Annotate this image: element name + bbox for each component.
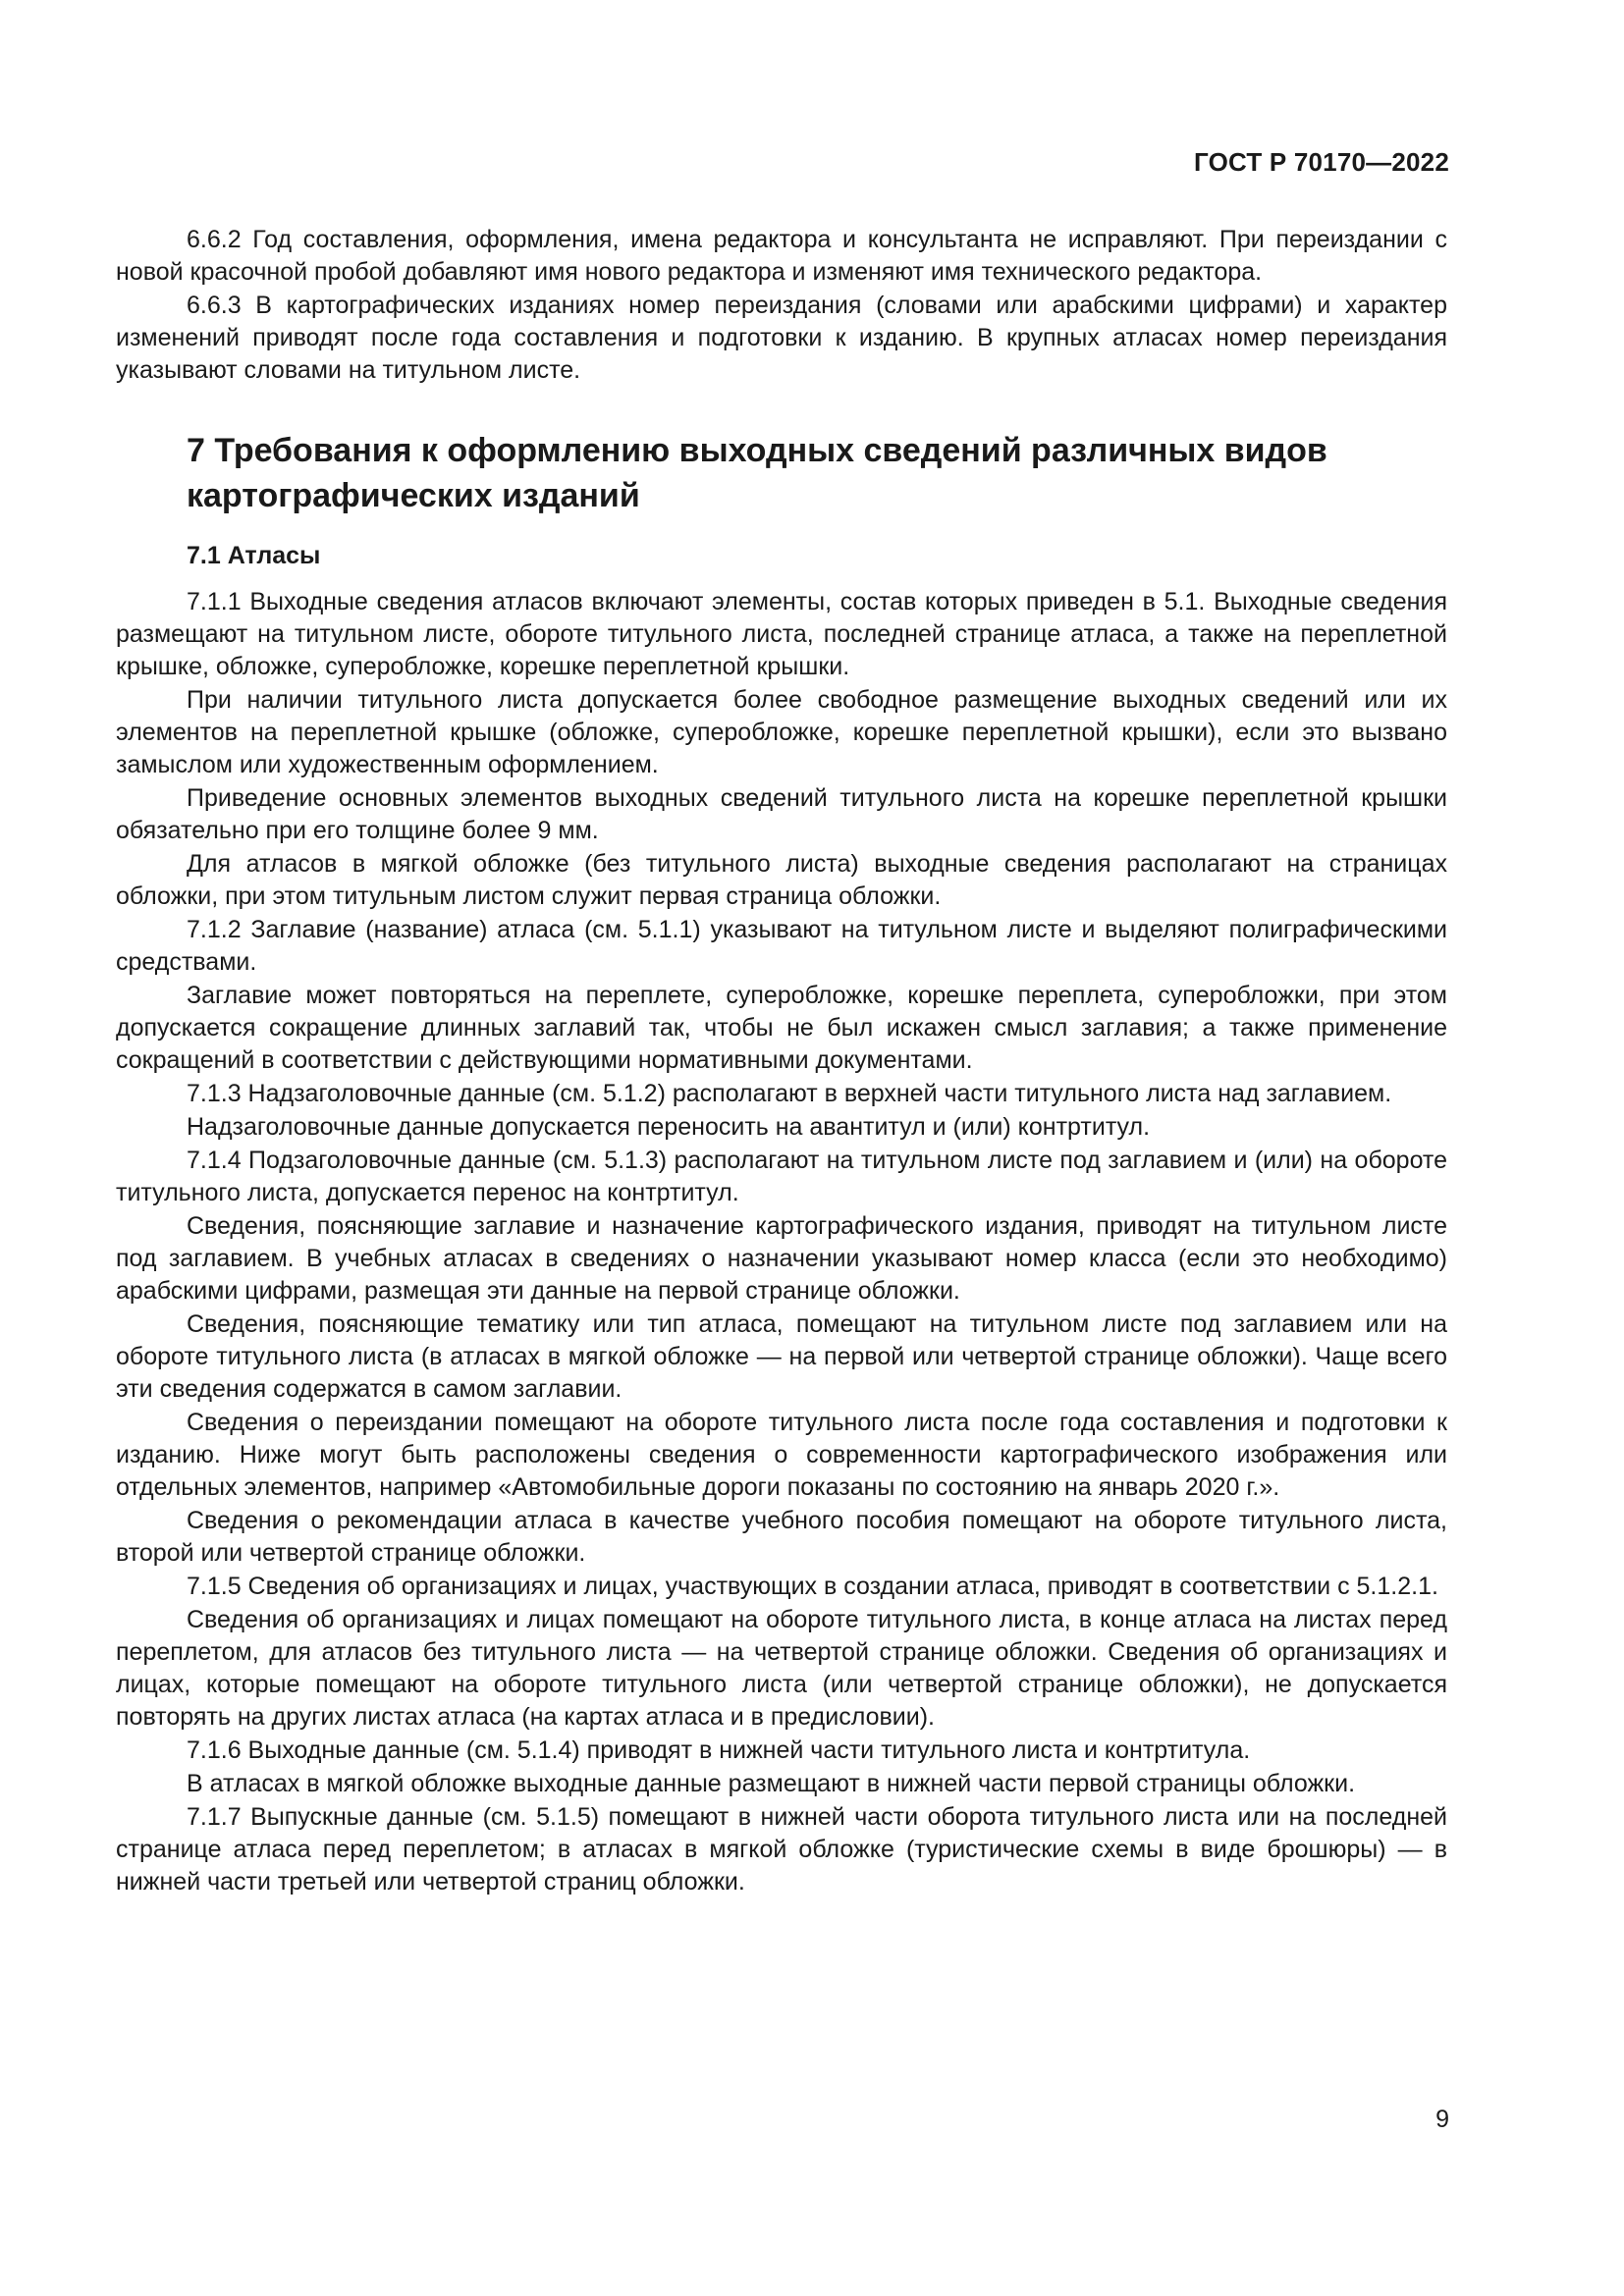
- paragraph-7-1-4-c: Сведения, поясняющие тематику или тип атласа, помещают на титульном листе под заглавием или на обороте титульного листа (в атласах в мягкой обложке — на первой или четвертой странице обложки). Чаще всего эти сведения содержатся в самом заглавии.: [116, 1310, 1447, 1403]
- paragraph-7-1-6: 7.1.6 Выходные данные (см. 5.1.4) приводят в нижней части титульного листа и контртитула.: [187, 1736, 1251, 1764]
- paragraph-7-1-3: 7.1.3 Надзаголовочные данные (см. 5.1.2) располагают в верхней части титульного листа над заглавием.: [187, 1080, 1392, 1107]
- paragraph-7-1-5-b: Сведения об организациях и лицах помещают на обороте титульного листа, в конце атласа на листах перед переплетом, для атласов без титульного листа — на четвертой странице обложки. Сведения об организациях и лицах, которые помещают на обороте титульного листа (или четвертой странице обложки), не допускается повторять на других листах атласа (на картах атласа и в предисловии).: [116, 1606, 1447, 1731]
- paragraph-7-1-2: 7.1.2 Заглавие (название) атласа (см. 5.1.1) указывают на титульном листе и выделяют полиграфическими средствами.: [116, 916, 1447, 976]
- subsection-7-1-heading: 7.1 Атласы: [187, 542, 321, 569]
- paragraph-7-1-4: 7.1.4 Подзаголовочные данные (см. 5.1.3) располагают на титульном листе под заглавием и (или) на обороте титульного листа, допускается перенос на контртитул.: [116, 1147, 1447, 1206]
- paragraph-7-1-1: 7.1.1 Выходные сведения атласов включают элементы, состав которых приведен в 5.1. Выходные сведения размещают на титульном листе, обороте титульного листа, последней странице атласа, а также на переплетной крышке, обложке, суперобложке, корешке переплетной крышки.: [116, 588, 1447, 680]
- page-number: 9: [1435, 2106, 1449, 2133]
- paragraph-7-1-5: 7.1.5 Сведения об организациях и лицах, участвующих в создании атласа, приводят в соответствии с 5.1.2.1.: [187, 1573, 1438, 1600]
- paragraph-7-1-4-e: Сведения о рекомендации атласа в качестве учебного пособия помещают на обороте титульного листа, второй или четвертой странице обложки.: [116, 1507, 1447, 1567]
- paragraph-7-1-4-d: Сведения о переиздании помещают на обороте титульного листа после года составления и подготовки к изданию. Ниже могут быть расположены сведения о современности картографического изображения или отдельных элементов, например «Автомобильные дороги показаны по состоянию на январь 2020 г.».: [116, 1409, 1447, 1501]
- paragraph-7-1-3-b: Надзаголовочные данные допускается переносить на авантитул и (или) контртитул.: [187, 1113, 1151, 1141]
- paragraph-7-1-6-b: В атласах в мягкой обложке выходные данные размещают в нижней части первой страницы обложки.: [187, 1770, 1356, 1797]
- paragraph-7-1-7: 7.1.7 Выпускные данные (см. 5.1.5) помещают в нижней части оборота титульного листа или на последней странице атласа перед переплетом; в атласах в мягкой обложке (туристические схемы в виде брошюры) — в нижней части третьей или четвертой страниц обложки.: [116, 1803, 1447, 1896]
- paragraph-7-1-1-b: При наличии титульного листа допускается более свободное размещение выходных сведений или их элементов на переплетной крышке (обложке, суперобложке, корешке переплетной крышки), если это вызвано замыслом или художественным оформлением.: [116, 686, 1447, 778]
- paragraph-6-6-3: 6.6.3 В картографических изданиях номер переиздания (словами или арабскими цифрами) и характер изменений приводят после года составления и подготовки к изданию. В крупных атласах номер переиздания указывают словами на титульном листе.: [116, 292, 1447, 384]
- paragraph-7-1-4-b: Сведения, поясняющие заглавие и назначение картографического издания, приводят на титульном листе под заглавием. В учебных атласах в сведениях о назначении указывают номер класса (если это необходимо) арабскими цифрами, размещая эти данные на первой странице обложки.: [116, 1212, 1447, 1305]
- paragraph-7-1-1-c: Приведение основных элементов выходных сведений титульного листа на корешке переплетной крышки обязательно при его толщине более 9 мм.: [116, 784, 1447, 844]
- document-body: [116, 224, 1447, 1899]
- document-code-header: ГОСТ Р 70170—2022: [1194, 147, 1449, 177]
- paragraph-6-6-2: 6.6.2 Год составления, оформления, имена редактора и консультанта не исправляют. При переиздании с новой красочной пробой добавляют имя нового редактора и изменяют имя технического редактора.: [116, 226, 1447, 286]
- paragraph-7-1-2-b: Заглавие может повторяться на переплете, суперобложке, корешке переплета, суперобложки, при этом допускается сокращение длинных заглавий так, чтобы не был искажен смысл заглавия; а также применение сокращений в соответствии с действующими нормативными документами.: [116, 982, 1447, 1074]
- paragraph-7-1-1-d: Для атласов в мягкой обложке (без титульного листа) выходные сведения располагают на страницах обложки, при этом титульным листом служит первая страница обложки.: [116, 850, 1447, 910]
- section-7-heading: 7 Требования к оформлению выходных сведений различных видов картографических изданий: [187, 432, 1327, 514]
